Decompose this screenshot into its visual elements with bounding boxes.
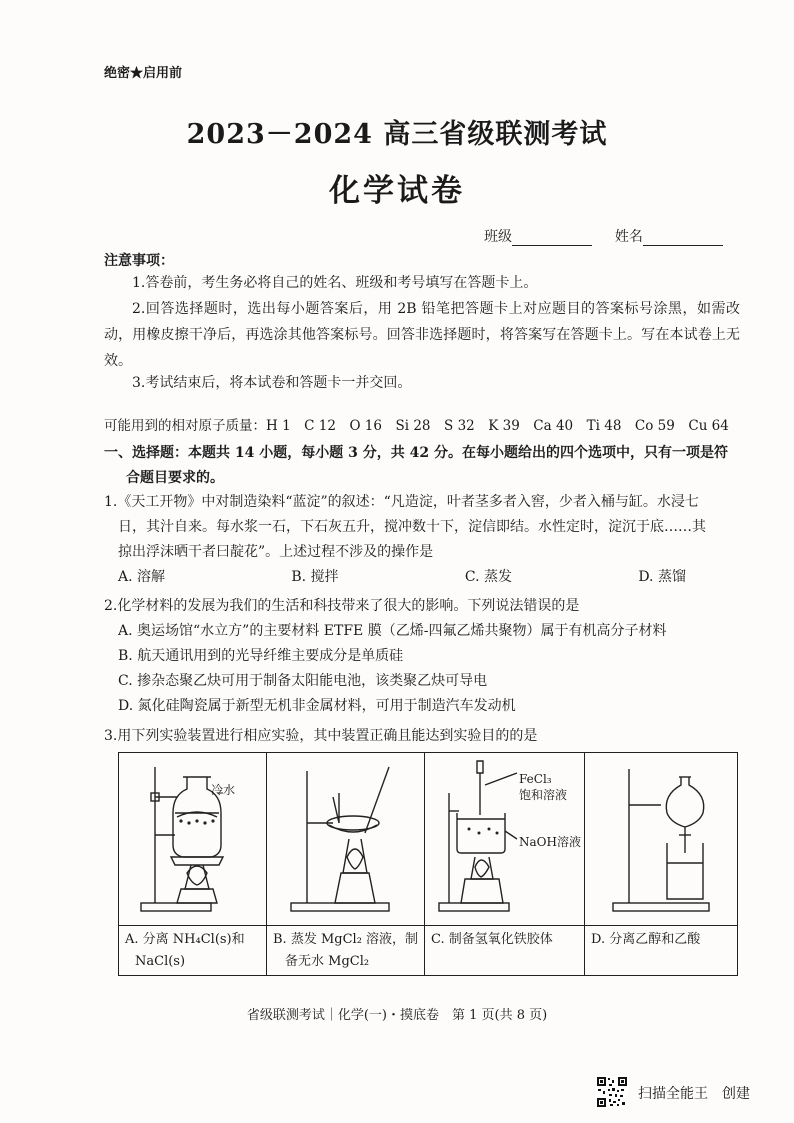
panel-b-caption: B. 蒸发 MgCl₂ 溶液，制 备无水 MgCl₂ [273, 932, 419, 969]
separatory-funnel-illustration [585, 753, 737, 925]
confidential-mark: 绝密★启用前 [104, 66, 183, 81]
panel-a-caption: A. 分离 NH₄Cl(s)和 NaCl(s) [125, 932, 245, 969]
option-a: A. 奥运场馆“水立方”的主要材料 ETFE 膜（乙烯-四氟乙烯共聚物）属于有机高分子材料 [118, 623, 667, 639]
question-1: 1.《天工开物》中对制造染料“蓝淀”的叙述：“凡造淀，叶者茎多者入窖，少者入桶与缸。水浸七 日，其汁自来。每水浆一石，下石灰五升，搅冲数十下，淀信即结。水性定时，淀沉于底……其 掠出浮沫晒干者曰靛花”。上述过程不涉及的操作是 A. 溶解 B. 搅拌 C. 蒸发 D. 蒸馏 [104, 490, 740, 590]
question-1-options [104, 565, 740, 590]
option-c: C. 掺杂态聚乙炔可用于制备太阳能电池，该类聚乙炔可导电 [118, 673, 488, 689]
scanner-watermark [596, 1076, 766, 1110]
qr-code-icon [596, 1076, 628, 1108]
name-label: 姓名 [614, 229, 643, 245]
fecl3-label: FeCl₃ 饱和溶液 [519, 772, 568, 802]
panel-a [119, 753, 267, 975]
option-d: D. 蒸馏 [638, 569, 686, 585]
student-info [484, 226, 723, 246]
option-b: B. 航天通讯用到的光导纤维主要成分是单质硅 [118, 648, 404, 664]
panel-b [267, 753, 425, 975]
notice-item-3: 3.考试结束后，将本试卷和答题卡一并交回。 [132, 375, 412, 391]
question-3: 3.用下列实验装置进行相应实验，其中装置正确且能达到实验目的的是 [104, 728, 538, 744]
question-2: 2.化学材料的发展为我们的生活和科技带来了很大的影响。下列说法错误的是 A. 奥运场馆“水立方”的主要材料 ETFE 膜（乙烯-四氟乙烯共聚物）属于有机高分子材料 B. 航天通讯用到的光导纤维主要成分是单质硅 C. 掺杂态聚乙炔可用于制备太阳能电池，该类聚乙炔可导电 D. 氮化硅陶瓷属于新型无机非金属材料，可用于制造汽车发动机 [104, 594, 740, 719]
scanner-label: 扫描全能王 创建 [638, 1086, 750, 1102]
class-blank [512, 229, 592, 246]
exam-title: 2023－2024 高三省级联测考试 [186, 119, 608, 150]
option-a: A. 溶解 [118, 569, 166, 585]
notice-heading: 注意事项： [104, 253, 174, 269]
panel-c [425, 753, 585, 975]
panel-d [585, 753, 737, 975]
class-label: 班级 [484, 229, 512, 245]
option-c: C. 蒸发 [464, 569, 512, 585]
page-footer: 省级联测考试｜化学(一)・摸底卷 第 1 页(共 8 页) [246, 1008, 548, 1023]
cold-water-label: 冷水 [211, 783, 236, 797]
panel-c-caption: C. 制备氢氧化铁胶体 [431, 932, 553, 947]
panel-d-caption: D. 分离乙醇和乙酸 [591, 932, 701, 947]
notice-item-2: 2.回答选择题时，选出每小题答案后，用 2B 铅笔把答题卡上对应题目的答案标号涂黑，如需改动，用橡皮擦干净后，再选涂其他答案标号。回答非选择题时，将答案写在答题卡上。写在本试卷上无效。 [104, 301, 740, 369]
subject-title: 化学试卷 [329, 173, 465, 209]
name-blank [643, 229, 723, 246]
option-b: B. 搅拌 [291, 569, 339, 585]
notice-item-1: 1.答卷前，考生务必将自己的姓名、班级和考号填写在答题卡上。 [132, 275, 538, 291]
evaporation-apparatus-illustration [267, 753, 425, 925]
atomic-masses: 可能用到的相对原子质量：H 1 C 12 O 16 Si 28 S 32 K 39 Ca 40 Ti 48 Co 59 Cu 64 [104, 418, 729, 434]
section-heading: 一、选择题：本题共 14 小题，每小题 3 分，共 42 分。在每小题给出的四个选项中，只有一项是符 合题目要求的。 [104, 445, 728, 486]
apparatus-table [118, 752, 738, 976]
option-d: D. 氮化硅陶瓷属于新型无机非金属材料，可用于制造汽车发动机 [118, 698, 516, 714]
naoh-label: NaOH溶液 [519, 835, 581, 849]
sublimation-apparatus-illustration [119, 753, 267, 925]
